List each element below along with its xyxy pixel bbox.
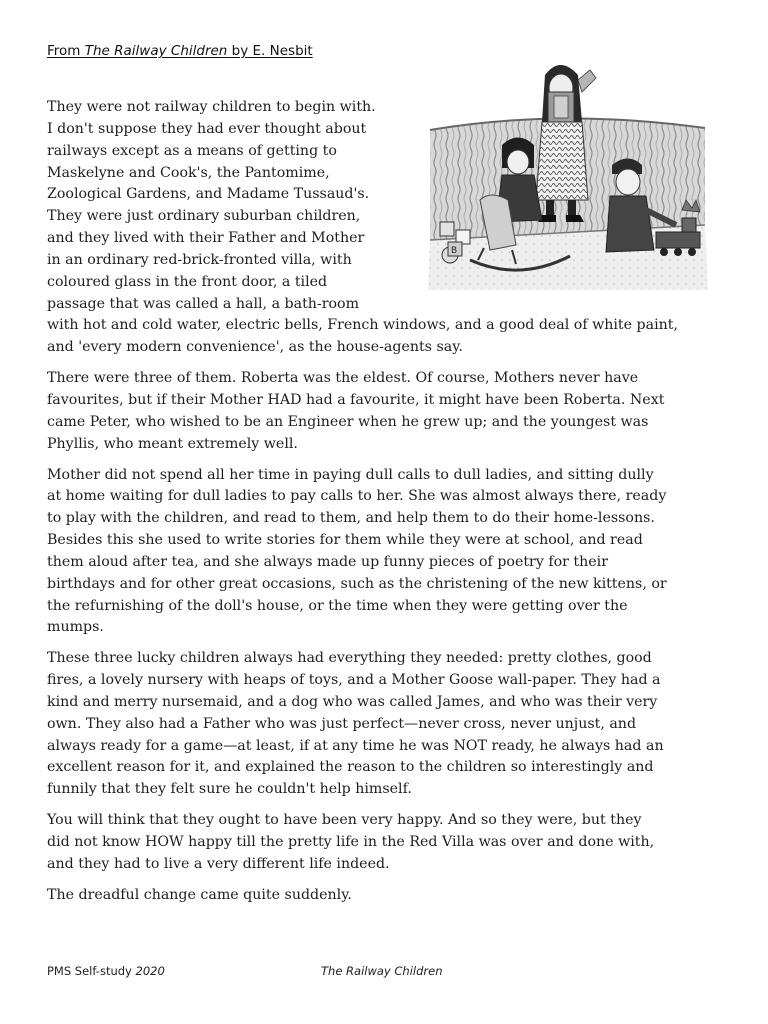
text-line: did not know HOW happy till the pretty life in the Red Villa was over and done with, <box>47 834 655 850</box>
text-line: I don't suppose they had ever thought about <box>47 120 367 137</box>
text-line: them aloud after tea, and she always made up funny pieces of poetry for their <box>47 553 608 570</box>
text-line: They were just ordinary suburban children, <box>47 208 361 225</box>
heading-prefix: From <box>47 43 81 59</box>
text-line: favourites, but if their Mother HAD had a favourite, it might have been Roberta. Next <box>47 391 665 408</box>
text-line: Zoological Gardens, and Madame Tussaud's. <box>47 186 370 203</box>
text-line: Besides this she used to write stories for them while they were at school, and read <box>47 532 643 549</box>
document-heading <box>47 43 313 59</box>
text-line: the refurnishing of the doll's house, or the time when they were getting over the <box>47 597 628 614</box>
text-line: with hot and cold water, electric bells, French windows, and a good deal of white paint, <box>47 317 678 334</box>
footer-year: 2020 <box>135 964 165 978</box>
text-line: They were not railway children to begin with. <box>47 99 376 115</box>
heading-author: by E. Nesbit <box>231 43 313 59</box>
text-line: passage that was called a hall, a bath-room <box>47 295 360 312</box>
text-line: Mother did not spend all her time in paying dull calls to dull ladies, and sitting dully <box>47 466 654 483</box>
text-line: There were three of them. Roberta was the eldest. Of course, Mothers never have <box>47 370 639 387</box>
paragraph-2 <box>47 368 722 455</box>
text-line: to play with the children, and read to them, and help them to do their home-lessons. <box>47 510 655 527</box>
text-line: at home waiting for dull ladies to pay calls to her. She was almost always there, ready <box>47 488 667 505</box>
text-line: own. They also had a Father who was just perfect—never cross, never unjust, and <box>47 715 637 732</box>
footer-book-title: The Railway Children <box>321 964 443 978</box>
text-line: You will think that they ought to have been very happy. And so they were, but they <box>47 812 642 829</box>
footer-course-name: PMS Self-study <box>47 964 132 978</box>
text-line: coloured glass in the front door, a tiled <box>47 273 328 290</box>
footer-course-label <box>47 964 165 978</box>
text-line: and 'every modern convenience', as the house-agents say. <box>47 339 463 356</box>
text-line: railways except as a means of getting to <box>47 142 337 159</box>
paragraph-6 <box>47 885 722 907</box>
text-line: kind and merry nursemaid, and a dog who was called James, and who was their very <box>47 693 658 710</box>
text-line: Phyllis, who meant extremely well. <box>47 435 298 452</box>
story-body <box>47 97 722 916</box>
text-line: birthdays and for other great occasions, such as the christening of the new kittens, or <box>47 575 667 592</box>
text-line: came Peter, who wished to be an Engineer when he grew up; and the youngest was <box>47 413 649 430</box>
text-line: always ready for a game—at least, if at any time he was NOT ready, he always had an <box>47 737 664 754</box>
text-line: fires, a lovely nursery with heaps of toys, and a Mother Goose wall-paper. They had a <box>47 672 661 689</box>
paragraph-4 <box>47 648 722 801</box>
text-line: These three lucky children always had everything they needed: pretty clothes, good <box>47 650 652 667</box>
heading-book-title: The Railway Children <box>84 43 228 59</box>
text-line: Maskelyne and Cook's, the Pantomime, <box>47 164 330 181</box>
text-line: and they lived with their Father and Mother <box>47 230 365 247</box>
svg-text:B: B <box>451 246 458 256</box>
paragraph-5 <box>47 810 722 876</box>
text-line: mumps. <box>47 619 104 636</box>
paragraph-1 <box>47 97 722 359</box>
text-line: funnily that they felt sure he couldn't help himself. <box>47 781 412 798</box>
text-line: in an ordinary red-brick-fronted villa, with <box>47 251 352 268</box>
text-line: excellent reason for it, and explained the reason to the children so interestingly and <box>47 759 654 776</box>
paragraph-3 <box>47 465 722 640</box>
text-line: and they had to live a very different life indeed. <box>47 855 390 872</box>
text-line: The dreadful change came quite suddenly. <box>47 886 352 903</box>
